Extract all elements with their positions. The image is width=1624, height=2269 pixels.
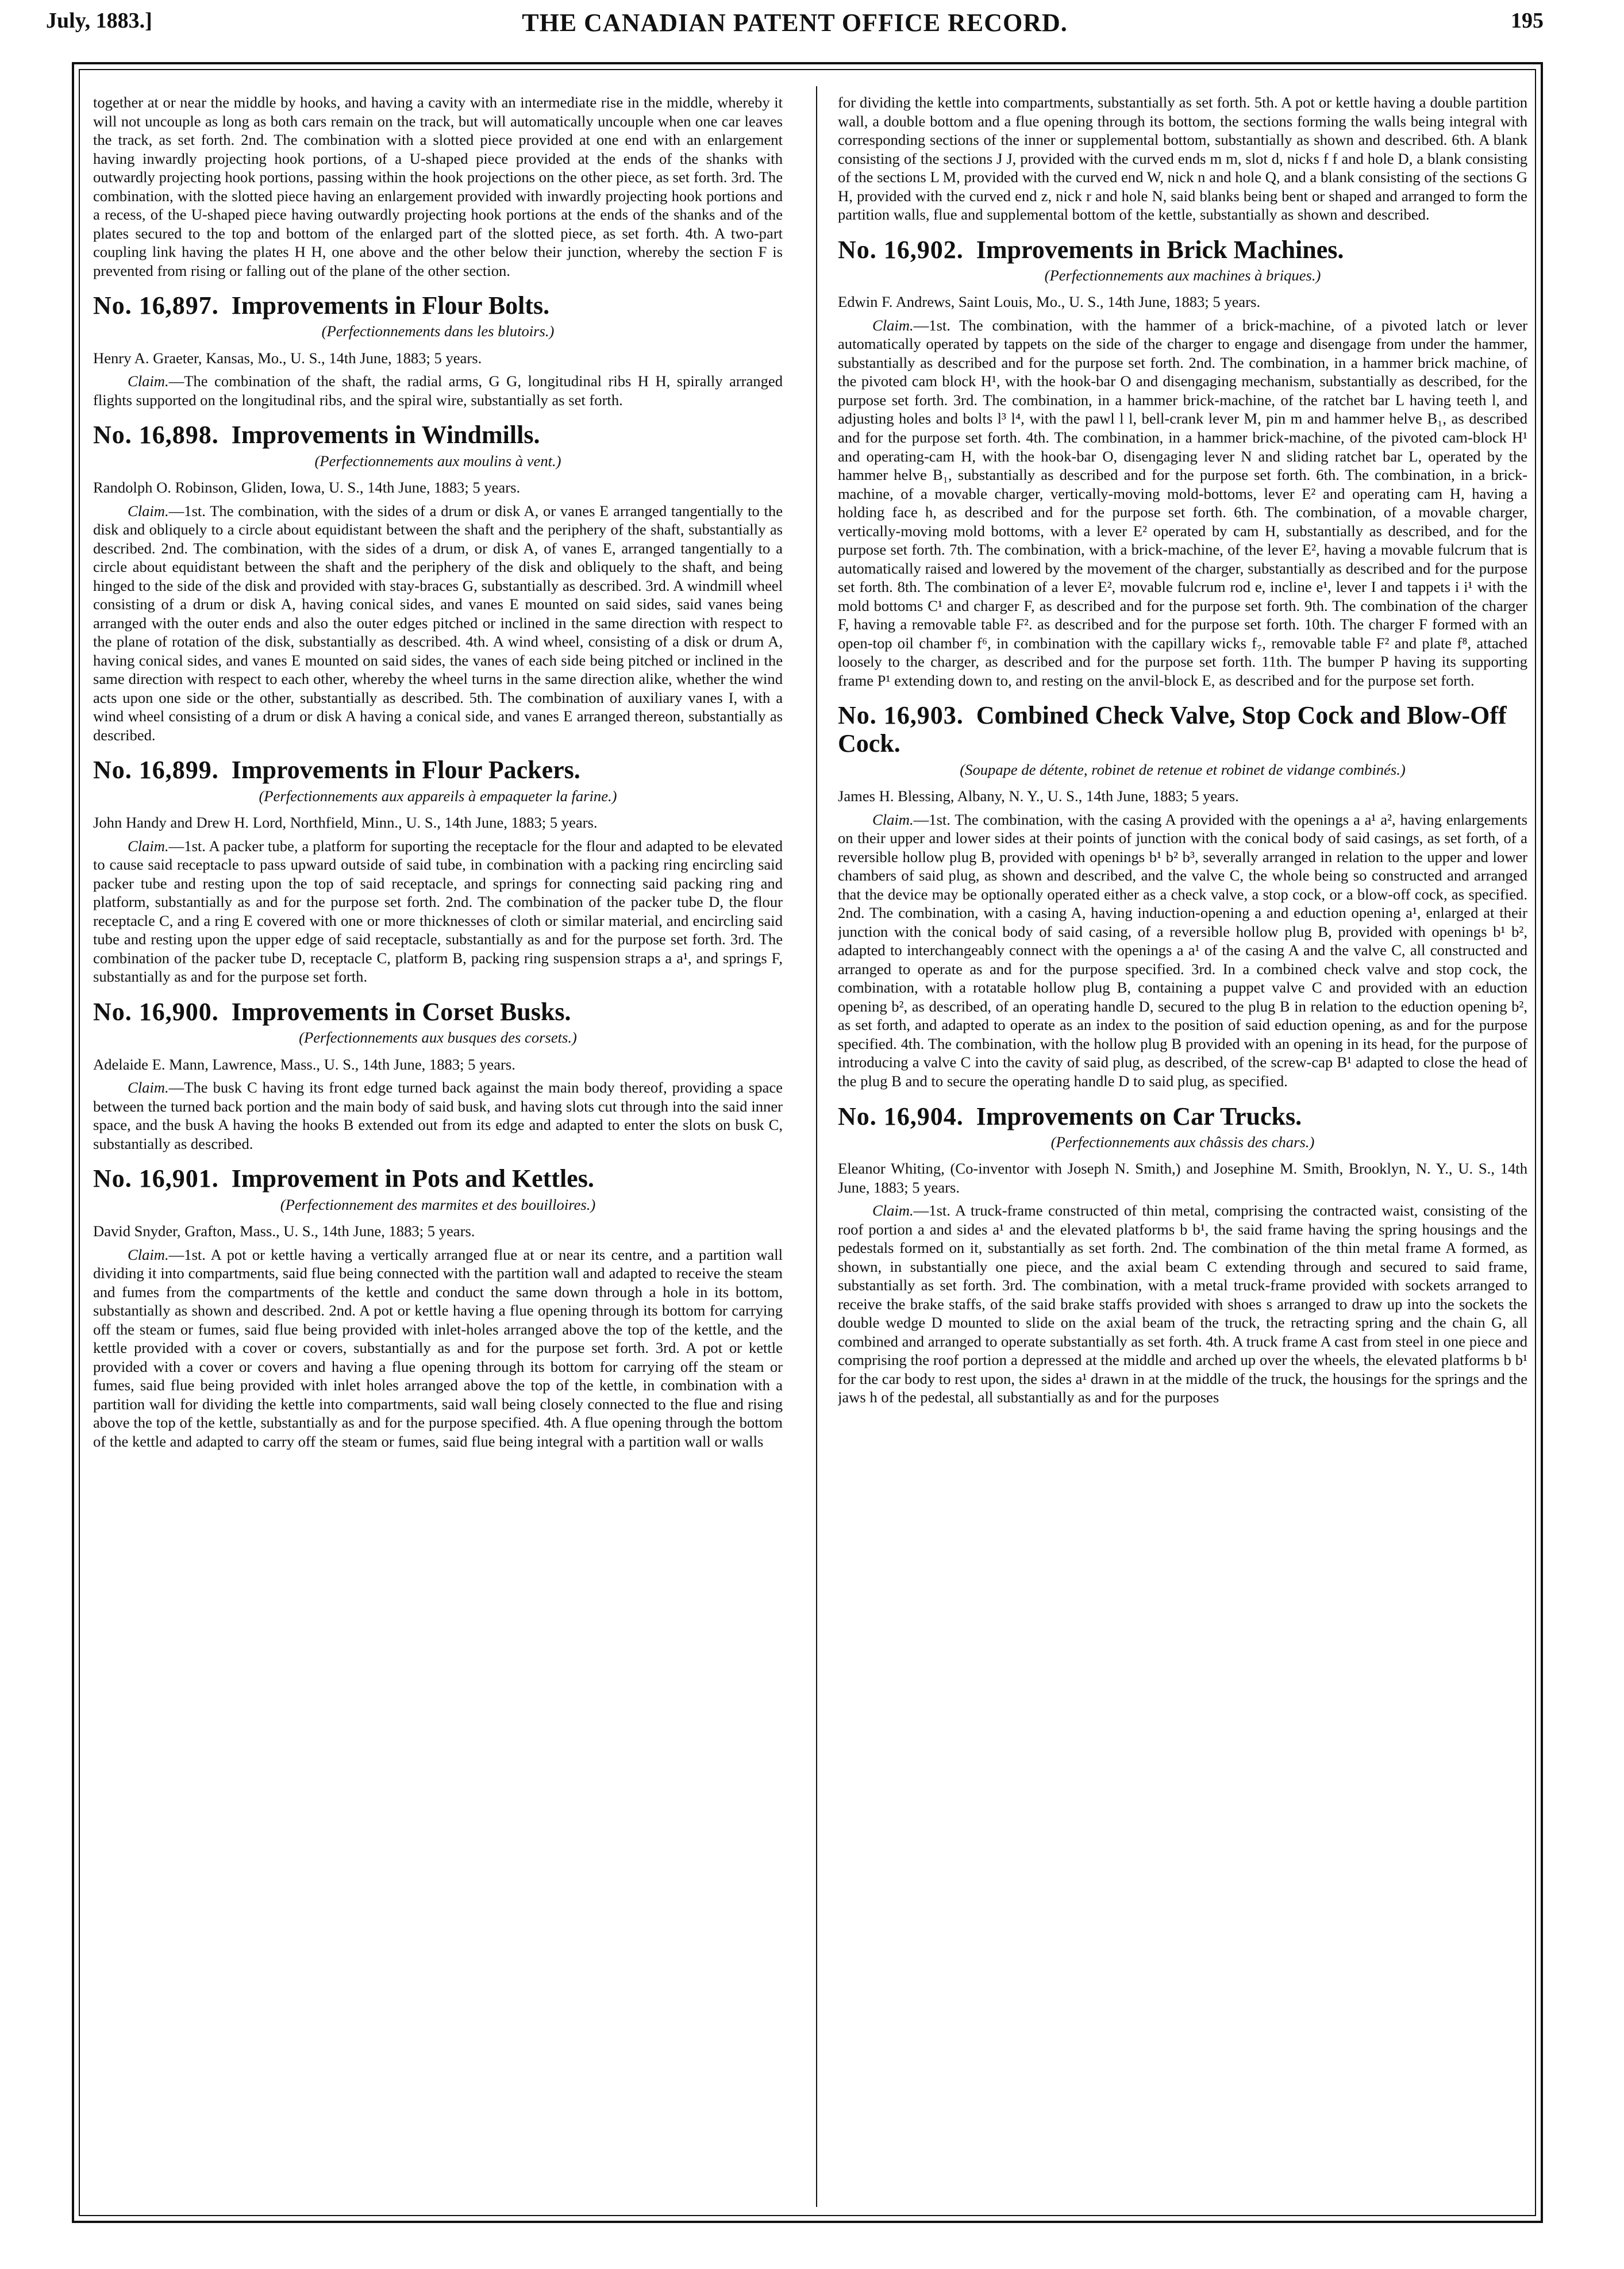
claim-label: Claim.: [872, 316, 914, 334]
entry-heading: [93, 291, 783, 320]
left-column: [93, 93, 783, 2197]
patent-entry: [838, 1102, 1527, 1407]
claim-label: Claim.: [128, 372, 169, 390]
claim-text: [838, 316, 1527, 690]
entry-heading: [93, 1164, 783, 1193]
claim-label: Claim.: [128, 1245, 169, 1263]
french-title: (Soupape de détente, robinet de retenue et robinet de vidange combinés.): [960, 760, 1406, 778]
claim-body: —The combination of the shaft, the radial arms, G G, longitudinal ribs H H, spirally arranged flights supported on the longitudinal ribs, and the spiral wire, substantially as set forth.: [93, 372, 783, 409]
patent-number: No. 16,897.: [93, 291, 219, 320]
patentee: Edwin F. Andrews, Saint Louis, Mo., U. S., 14th June, 1883; 5 years.: [838, 293, 1261, 311]
claim-body: —1st. The combination, with the sides of a drum or disk A, or vanes E arranged tangentially to the disk and obliquely to a circle about equidistant between the shaft and the periphery of the shaft, substantially as described. 2nd. The combination, with the sides of a drum, or disk A, of vanes E, arranged tangentially to a circle about equidistant between the shaft and the periphery of the disk and obliquely to the shaft, and being hinged to the side of the disk and provided with stay-braces G, substantially as described. 3rd. A windmill wheel consisting of a drum or disk A, having conical sides, and vanes E mounted on said sides, said vanes being arranged with the outer ends and also the outer edges pitched or inclined in the same direction with respect to the plane of rotation of the disk, substantially as described. 4th. A wind wheel, consisting of a disk or drum A, having conical sides, and vanes E mounted on said sides, the vanes of each side being pitched or inclined in the same direction with respect to each other, whereby the wheel turns in the same direction alike, whether the wind acts upon one side or the other, substantially as described. 5th. The combination of auxiliary vanes I, with a wind wheel consisting of a drum or disk A having a conical side, and vanes E arranged thereon, substantially as described.: [93, 502, 783, 744]
patent-title: Improvement in Pots and Kettles.: [231, 1164, 594, 1193]
right-column: [838, 93, 1527, 2197]
claim-label: Claim.: [128, 1079, 169, 1097]
patent-entry: [93, 756, 783, 986]
patent-entry: [838, 701, 1527, 1090]
french-title: (Perfectionnements aux machines à briques.): [1044, 266, 1321, 284]
claim-text: [93, 837, 783, 986]
patent-entry: [93, 998, 783, 1153]
patent-number: No. 16,900.: [93, 997, 219, 1026]
patent-number: No. 16,901.: [93, 1164, 219, 1193]
french-title: (Perfectionnement des marmites et des bouilloires.): [280, 1195, 596, 1213]
header-page-number: 195: [1511, 9, 1544, 33]
patent-number: No. 16,904.: [838, 1102, 964, 1130]
french-title: (Perfectionnements aux moulins à vent.): [314, 452, 561, 470]
claim-label: Claim.: [872, 810, 914, 828]
patent-title: Combined Check Valve, Stop Cock and Blow-Off Cock.: [838, 701, 1507, 758]
header-title: THE CANADIAN PATENT OFFICE RECORD.: [522, 9, 1068, 37]
patentee: Eleanor Whiting, (Co-inventor with Joseph N. Smith,) and Josephine M. Smith, Brooklyn, N. Y., U. S., 14th June, 1883; 5 years.: [838, 1160, 1527, 1196]
patent-number: No. 16,903.: [838, 701, 964, 730]
patentee: James H. Blessing, Albany, N. Y., U. S., 14th June, 1883; 5 years.: [838, 787, 1239, 805]
patent-number: No. 16,898.: [93, 421, 219, 449]
patentee: John Handy and Drew H. Lord, Northfield, Minn., U. S., 14th June, 1883; 5 years.: [93, 814, 598, 832]
continuation-text: together at or near the middle by hooks, and having a cavity with an intermediate rise in the middle, whereby it will not uncouple as long as both cars remain on the track, but will automatically uncouple when one car leaves the track, as set forth. 2nd. The combination with a slotted piece provided at one end with an enlargement having inwardly projecting hook portions, of a U-shaped piece provided at the ends of the shanks with outwardly projecting hook portions, passing within the hook projections on the other piece, as set forth. 3rd. The combination, with the slotted piece having an enlargement provided with inwardly projecting hook portions and a recess, of the U-shaped piece having outwardly projecting hook portions at the ends of the shanks and of the plates secured to the top and bottom of the enlarged part of the slotted piece, as set forth. 4th. A two-part coupling link having the plates H H, one above and the other below their junction, whereby the section F is prevented from rising or falling out of the plane of the other section.: [93, 94, 783, 279]
patent-title: Improvements on Car Trucks.: [976, 1102, 1302, 1130]
patentee: Randolph O. Robinson, Gliden, Iowa, U. S., 14th June, 1883; 5 years.: [93, 479, 521, 497]
claim-label: Claim.: [128, 837, 169, 855]
claim-body: —1st. A packer tube, a platform for suporting the receptacle for the flour and adapted to be elevated to cause said receptacle to pass upward outside of said tube, in combination with a packing ring encircling said packer tube and resting upon the top of said receptacle, and springs for connecting said packing ring and platform, substantially as and for the purpose set forth. 2nd. The combination of the packer tube D, the flour receptacle C, and a ring E covered with one or more thicknesses of cloth or similar material, and encircling said tube and resting upon the upper edge of said receptacle, substantially as and for the purpose set forth. 3rd. The combination of the packer tube D, receptacle C, platform B, packing ring suspension straps a a¹, and springs F, substantially as and for the purpose set forth.: [93, 837, 783, 986]
patentee: Henry A. Graeter, Kansas, Mo., U. S., 14th June, 1883; 5 years.: [93, 349, 482, 367]
claim-text: [838, 810, 1527, 1091]
claim-text: [838, 1201, 1527, 1407]
page-header: [46, 8, 1544, 43]
patent-title: Improvements in Flour Bolts.: [231, 291, 550, 320]
column-divider: [816, 86, 817, 2207]
french-title: (Perfectionnements aux appareils à empaqueter la farine.): [259, 787, 617, 805]
claim-text: [93, 1245, 783, 1451]
entry-heading: [93, 421, 783, 449]
patentee: David Snyder, Grafton, Mass., U. S., 14th June, 1883; 5 years.: [93, 1222, 475, 1240]
patent-number: No. 16,902.: [838, 235, 964, 264]
claim-body: —1st. The combination, with the hammer of a brick-machine, of a pivoted latch or lever automatically operated by tappets on the side of the charger to engage and disengage from under the hammer, substantially as described and for the purpose set forth. 2nd. The combination, in a hammer brick machine, of the pivoted cam block H¹, with the hook-bar O and disengaging mechanism, substantially as described, for the purpose set forth. 3rd. The combination, in a hammer brick-machine, of the ratchet bar L having teeth l, and adjusting holes and bolts l³ l⁴, with the pawl l l, bell-crank lever M, pin m and hammer helve B₁, as described and for the purpose set forth. 4th. The combination, in a hammer brick-machine, of the pivoted cam-block H¹ and operating-cam H, with the hook-bar O, disengaging lever N and sliding ratchet bar L, operated by the hammer helve B₁, substantially as described and for the purpose set forth. 6th. The combination, in a brick-machine, of a movable charger, vertically-moving mold-bottoms, lever E² and operating cam H, having a holding face h, as described and for the purpose set forth. 6th. The combination, of a movable charger, vertically-moving mold bottoms, with a lever E² operated by cam H, substantially as described, and for the purpose set forth. 7th. The combination, with a brick-machine, of the lever E², having a movable fulcrum that is automatically raised and lowered by the movement of the charger, substantially as described and for the purpose set forth. 8th. The combination of a lever E², movable fulcrum rod e, incline e¹, lever I and tappets i i¹ with the mold bottoms C¹ and charger F, as described and for the purpose set forth. 9th. The combination of the charger F, having a removable table F². as described and for the purpose set forth. 10th. The charger F formed with an open-top oil chamber f⁶, in combination with the capillary wicks f₇, removable table F² and plate f⁸, attached loosely to the charger, as described and for the purpose set forth. 11th. The bumper P having its supporting frame P¹ extending down to, and resting on the anvil-block E, as described and for the purpose set forth.: [838, 316, 1527, 689]
claim-text: [93, 372, 783, 409]
claim-text: [93, 502, 783, 745]
claim-text: [93, 1078, 783, 1153]
patent-entry: [93, 291, 783, 409]
entry-heading: [93, 756, 783, 784]
claim-label: Claim.: [128, 502, 169, 520]
french-title: (Perfectionnements aux châssis des chars.): [1050, 1133, 1315, 1151]
patent-title: Improvements in Brick Machines.: [976, 235, 1344, 264]
patentee: Adelaide E. Mann, Lawrence, Mass., U. S., 14th June, 1883; 5 years.: [93, 1055, 515, 1073]
continuation-text: for dividing the kettle into compartments, substantially as set forth. 5th. A pot or kettle having a double partition wall, a double bottom and a flue opening through its bottom, the sections forming the walls being integral with corresponding sections of the inner or supplemental bottom, substantially as shown and described. 6th. A blank consisting of the sections J J, provided with the curved ends m m, slot d, nicks f f and hole D, a blank consisting of the sections L M, provided with the curved end W, nick n and hole Q, and a blank consisting of the sections G H, provided with the curved end z, nick r and hole N, said blanks being bent or shaped and arranged to form the partition walls, flue and supplemental bottom of the kettle, substantially as shown and described.: [838, 94, 1527, 224]
patent-title: Improvements in Windmills.: [231, 421, 540, 449]
entry-heading: [838, 1102, 1527, 1130]
claim-body: —1st. A truck-frame constructed of thin metal, comprising the contracted waist, consisting of the roof portion a and sides a¹ and the elevated platforms b b¹, the said frame having the spring housings and the pedestals formed on it, substantially as set forth. 2nd. The combination of the thin metal frame A formed, as shown, in substantially one piece, and the axial beam C extending through and secured to said frame, substantially as set forth. 3rd. The combination, with a metal truck-frame provided with sockets arranged to receive the brake staffs, of the said brake staffs provided with shoes s arranged to draw up into the sockets the double wedge D mounted to slide on the axial beam of the truck, the retracting spring and the chain G, all combined and arranged to operate substantially as set forth. 4th. A truck frame A cast from steel in one piece and comprising the roof portion a depressed at the middle and arched up over the wheels, the elevated platforms b b¹ for the car body to rest upon, the sides a¹ drawn in at the middle of the truck, the housings for the springs and the jaws h of the pedestal, all substantially as and for the purposes: [838, 1202, 1527, 1406]
claim-body: —1st. A pot or kettle having a vertically arranged flue at or near its centre, and a partition wall dividing it into compartments, said flue being connected with the partition wall and adapted to receive the steam and fumes from the compartments of the kettle and conduct the same down through a hole in its bottom, substantially as shown and described. 2nd. A pot or kettle having a flue opening through its bottom for carrying off the steam or fumes, said flue being provided with inlet-holes arranged above the top of the kettle, and the kettle provided with a cover or covers, substantially as and for the purpose set forth. 3rd. A pot or kettle provided with a cover or covers and having a flue opening through its bottom for carrying off the steam or fumes, said flue being provided with inlet holes arranged above the top of the kettle, in combination with a partition wall for dividing the kettle into compartments, said wall being closely connected to the flue and rising above the top of the kettle, substantially as and for the purpose specified. 4th. A flue opening through the bottom of the kettle and adapted to carry off the steam or fumes, said flue being integral with a partition wall or walls: [93, 1245, 783, 1450]
entry-heading: [838, 701, 1527, 758]
entry-heading: [93, 998, 783, 1026]
entry-heading: [838, 236, 1527, 264]
claim-label: Claim.: [872, 1202, 914, 1220]
claim-body: —The busk C having its front edge turned back against the main body thereof, providing a space between the turned back portion and the main body of said busk, and having slots cut through into the said inner space, and the busk A having the hooks B extended out from its edge and adapted to enter the slots on busk C, substantially as described.: [93, 1079, 783, 1152]
patent-title: Improvements in Corset Busks.: [231, 997, 571, 1026]
patent-entry: [838, 236, 1527, 690]
patent-number: No. 16,899.: [93, 756, 219, 784]
claim-body: —1st. The combination, with the casing A provided with the openings a a¹ a², having enlargements on their upper and lower sides at their points of junction with the conical body of said casings, as set forth, of a reversible hollow plug B, provided with openings b¹ b² b³, severally arranged in relation to the upper and lower chambers of said plug, as shown and described, and the valve C, the whole being so constructed and arranged that the device may be optionally operated either as a check valve, a stop cock, or a blow-off cock, as specified. 2nd. The combination, with a casing A, having induction-opening a and eduction opening a¹, enlarged at their junction with the conical body of said casing, of a reversible hollow plug B, provided with openings b¹ b², adapted to interchangeably connect with the openings a a¹ of the casing A and the valve C, all constructed and arranged to operate as and for the purpose specified. 3rd. In a combined check valve and stop cock, the combination, with a rotatable hollow plug B, containing a puppet valve C and provided with an eduction opening b², as described, of an operating handle D, secured to the plug B in relation to the eduction opening b², as set forth, and adapted to operate as an index to the position of said eduction opening, as and for the purpose specified. 4th. The combination, with the hollow plug B provided with an opening in its head, for the purpose of introducing a valve C into the cavity of said plug, as described, of the screw-cap B¹ adapted to close the head of the plug B and to secure the operating handle D to said plug, as specified.: [838, 810, 1527, 1090]
patent-entry: [93, 421, 783, 744]
header-date: July, 1883.]: [46, 9, 152, 33]
patent-title: Improvements in Flour Packers.: [231, 756, 580, 784]
french-title: (Perfectionnements aux busques des corsets.): [299, 1029, 577, 1047]
patent-entry: [93, 1164, 783, 1451]
french-title: (Perfectionnements dans les blutoirs.): [321, 322, 555, 340]
